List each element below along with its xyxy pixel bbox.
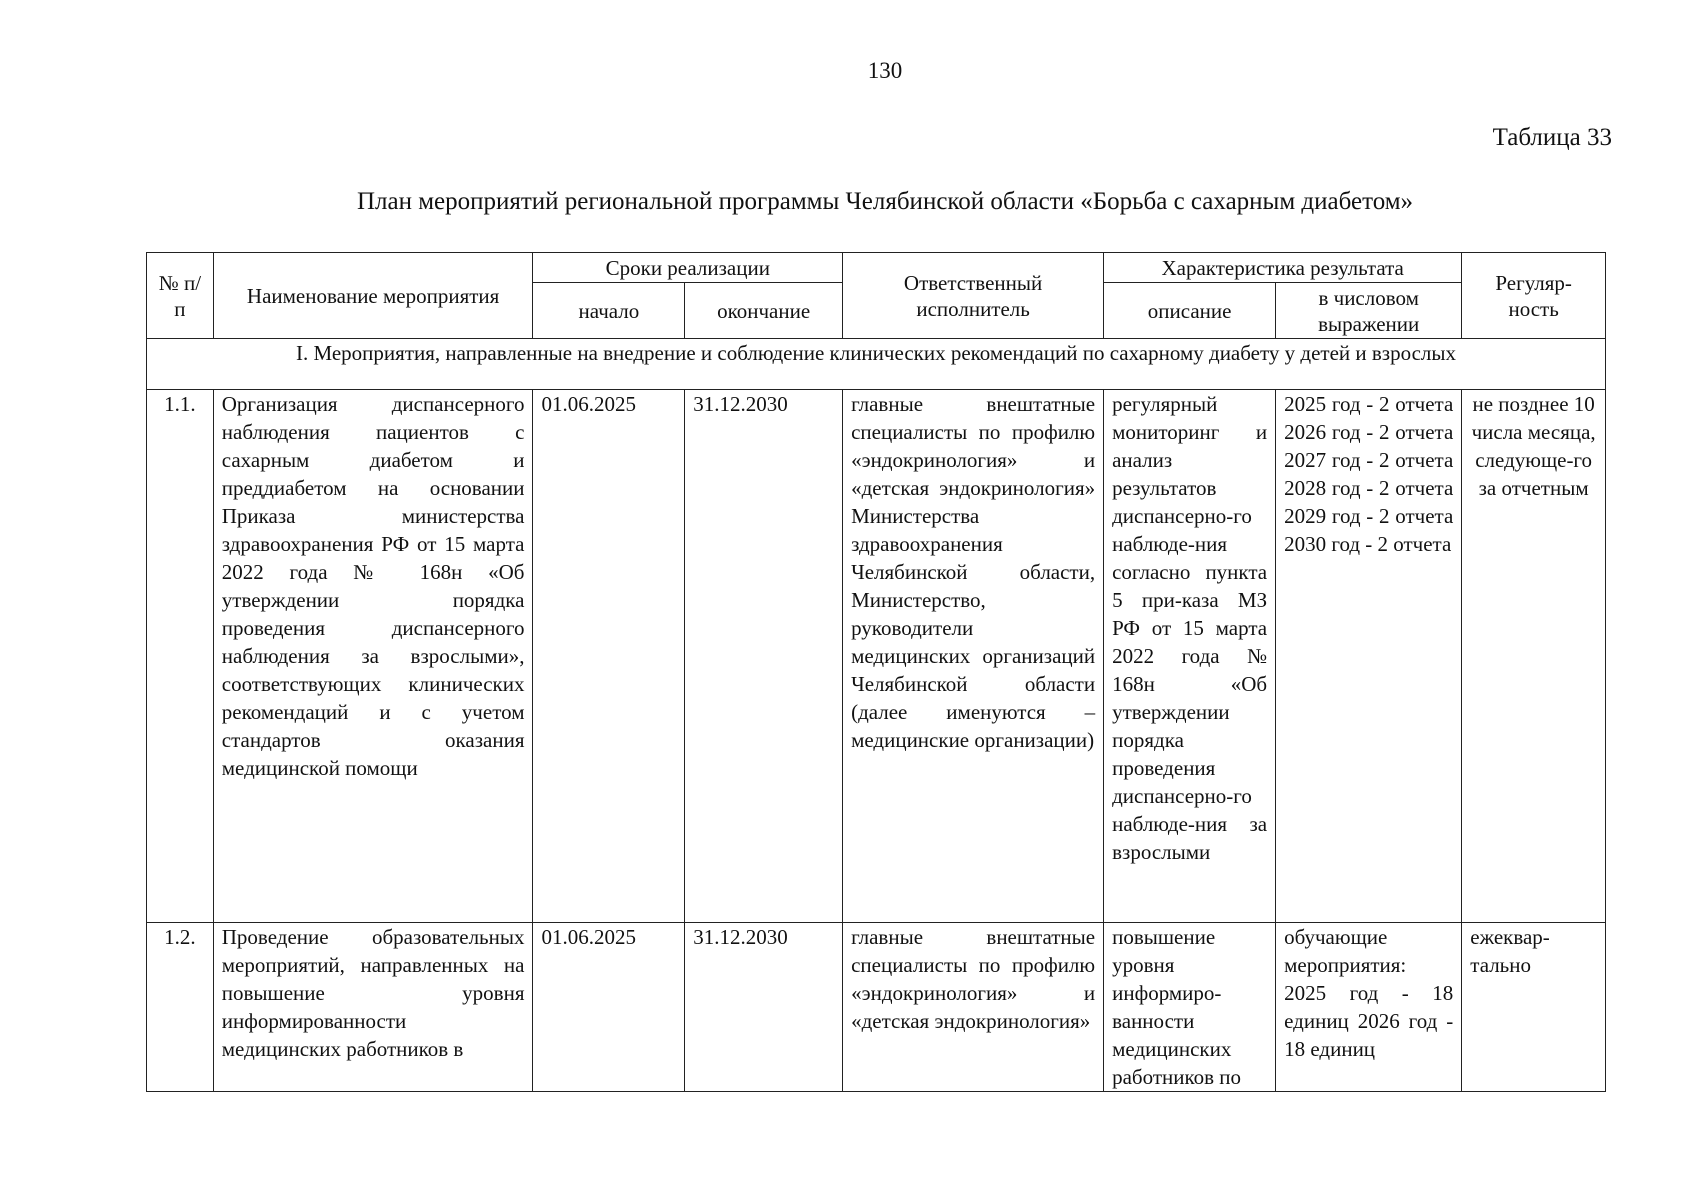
row-end: 31.12.2030	[685, 390, 843, 923]
table-row	[147, 390, 1606, 923]
header-terms: Сроки реализации	[533, 253, 843, 283]
row-start: 01.06.2025	[533, 390, 685, 923]
row-description: повышение уровня информиро-ванности медицинских работников по	[1104, 923, 1276, 1092]
header-name: Наименование мероприятия	[213, 253, 533, 339]
header-responsible: Ответственный исполнитель	[843, 253, 1104, 339]
header-numeric: в числовом выражении	[1276, 283, 1462, 339]
document-title: План мероприятий региональной программы Челябинской области «Борьба с сахарным диабетом»	[356, 188, 1414, 215]
header-end: окончание	[685, 283, 843, 339]
row-numeric: обучающие мероприятия: 2025 год - 18 единиц 2026 год - 18 единиц	[1276, 923, 1462, 1092]
row-responsible: главные внештатные специалисты по профилю «эндокринология» и «детская эндокринология» Министерства здравоохранения Челябинской области, Министерство, руководители медицинских организаций Челябинской области (далее именуются – медицинские организации)	[843, 390, 1104, 923]
row-regularity: ежеквар-тально	[1462, 923, 1606, 1092]
row-number: 1.1.	[147, 390, 214, 923]
row-end: 31.12.2030	[685, 923, 843, 1092]
table-label: Таблица 33	[1492, 124, 1612, 151]
header-start: начало	[533, 283, 685, 339]
page-number: 130	[867, 58, 903, 83]
header-num: № п/п	[147, 253, 214, 339]
row-number: 1.2.	[147, 923, 214, 1092]
row-responsible: главные внештатные специалисты по профилю «эндокринология» и «детская эндокринология»	[843, 923, 1104, 1092]
row-numeric: 2025 год - 2 отчета 2026 год - 2 отчета 2027 год - 2 отчета 2028 год - 2 отчета 2029 год - 2 отчета 2030 год - 2 отчета	[1276, 390, 1462, 923]
table-row	[147, 923, 1606, 1092]
row-start: 01.06.2025	[533, 923, 685, 1092]
row-description: регулярный мониторинг и анализ результатов диспансерно-го наблюде-ния согласно пункта 5 при-каза МЗ РФ от 15 марта 2022 года № 168н «Об утверждении порядка проведения диспансерно-го наблюде-ния за взрослыми	[1104, 390, 1276, 923]
header-description: описание	[1104, 283, 1276, 339]
plan-table	[146, 252, 1606, 1092]
section-heading: I. Мероприятия, направленные на внедрение и соблюдение клинических рекомендаций по сахарному диабету у детей и взрослых	[147, 339, 1606, 390]
row-name: Организация диспансерного наблюдения пациентов с сахарным диабетом и преддиабетом на основании Приказа министерства здравоохранения РФ от 15 марта 2022 года № 168н «Об утверждении порядка проведения диспансерного наблюдения за взрослыми», соответствующих клинических рекомендаций и с учетом стандартов оказания медицинской помощи	[213, 390, 533, 923]
header-result: Характеристика результата	[1104, 253, 1462, 283]
row-name: Проведение образовательных мероприятий, направленных на повышение уровня информированности медицинских работников в	[213, 923, 533, 1092]
row-regularity: не позднее 10 числа месяца, следующе-го за отчетным	[1462, 390, 1606, 923]
header-regularity: Регуляр-ность	[1462, 253, 1606, 339]
